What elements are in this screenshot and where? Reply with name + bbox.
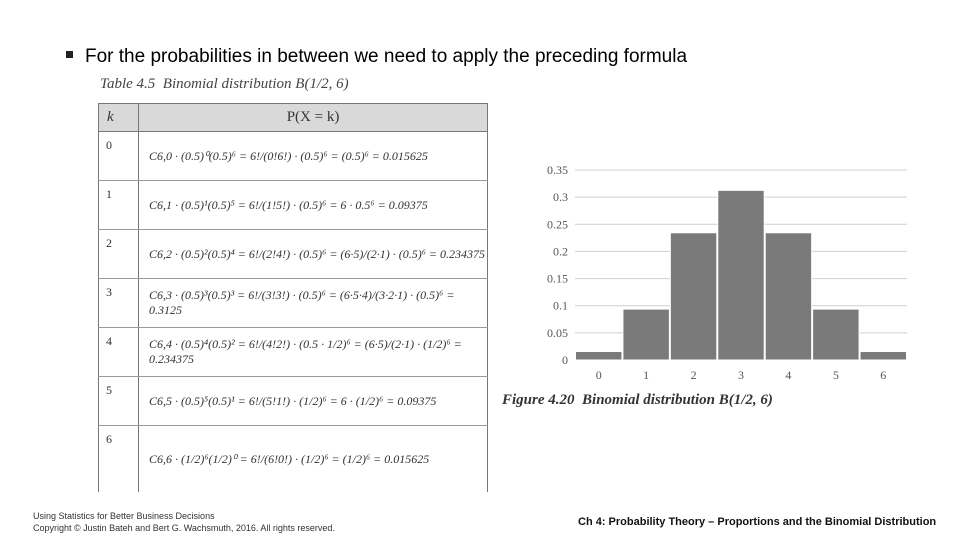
bullet-point — [66, 46, 687, 68]
footer-copyright — [33, 510, 335, 534]
bar — [860, 352, 906, 360]
figure-caption-title: Binomial distribution B(1/2, 6) — [582, 392, 773, 408]
table-caption-number: Table 4.5 — [100, 76, 156, 92]
bar — [765, 233, 811, 360]
table-row — [99, 279, 488, 328]
binomial-bar-chart — [535, 158, 915, 386]
x-tick-label: 2 — [690, 368, 697, 382]
y-tick-label: 0.15 — [547, 271, 568, 286]
row-formula: C6,3 · (0.5)³(0.5)³ = 6!/(3!3!) · (0.5)⁶ = (6·5·4)/(3·2·1) · (0.5)⁶ = 0.3125 — [139, 279, 488, 328]
table-row — [99, 377, 488, 426]
row-formula: C6,5 · (0.5)⁵(0.5)¹ = 6!/(5!1!) · (1/2)⁶ = 6 · (1/2)⁶ = 0.09375 — [139, 377, 488, 426]
footer-copyright-text: Copyright © Justin Bateh and Bert G. Wachsmuth, 2016. All rights reserved. — [33, 523, 335, 533]
row-formula: C6,1 · (0.5)¹(0.5)⁵ = 6!/(1!5!) · (0.5)⁶ = 6 · 0.5⁶ = 0.09375 — [139, 181, 488, 230]
y-tick-label: 0.3 — [553, 190, 568, 205]
row-k: 0 — [99, 132, 139, 181]
bar — [623, 309, 669, 360]
row-formula: C6,2 · (0.5)²(0.5)⁴ = 6!/(2!4!) · (0.5)⁶ = (6·5)/(2·1) · (0.5)⁶ = 0.234375 — [139, 230, 488, 279]
row-k: 3 — [99, 279, 139, 328]
y-tick-label: 0.1 — [553, 298, 568, 313]
header-k: k — [99, 104, 139, 132]
y-tick-label: 0.25 — [547, 217, 568, 232]
row-formula: C6,4 · (0.5)⁴(0.5)² = 6!/(4!2!) · (0.5 · 1/2)⁶ = (6·5)/(2·1) · (1/2)⁶ = 0.234375 — [139, 328, 488, 377]
x-tick-label: 4 — [785, 368, 792, 382]
y-tick-label: 0.2 — [553, 244, 568, 259]
row-k: 1 — [99, 181, 139, 230]
figure-caption-number: Figure 4.20 — [502, 392, 575, 408]
bar — [813, 309, 859, 360]
binomial-table — [98, 103, 488, 491]
x-tick-label: 0 — [595, 368, 602, 382]
figure-caption — [502, 392, 773, 409]
x-tick-label: 5 — [832, 368, 839, 382]
table-caption-title: Binomial distribution B(1/2, 6) — [162, 76, 349, 92]
bar — [670, 233, 716, 360]
bar — [718, 190, 764, 360]
bar — [576, 352, 622, 360]
row-formula: C6,0 · (0.5)⁰(0.5)⁶ = 6!/(0!6!) · (0.5)⁶ = (0.5)⁶ = 0.015625 — [139, 132, 488, 181]
bullet-text: For the probabilities in between we need to apply the preceding formula — [85, 46, 688, 67]
header-probability: P(X = k) — [139, 104, 488, 132]
table-row — [99, 426, 488, 493]
row-k: 4 — [99, 328, 139, 377]
y-tick-label: 0.05 — [547, 325, 568, 340]
footer-chapter: Ch 4: Probability Theory – Proportions and the Binomial Distribution — [578, 516, 937, 528]
x-tick-label: 6 — [880, 368, 887, 382]
x-tick-label: 3 — [738, 368, 744, 382]
y-tick-label: 0.35 — [547, 163, 568, 177]
table-row — [99, 181, 488, 230]
table-caption — [100, 76, 349, 93]
table-row — [99, 132, 488, 181]
row-k: 6 — [99, 426, 139, 493]
row-formula: C6,6 · (1/2)⁶(1/2)⁰ = 6!/(6!0!) · (1/2)⁶ = (1/2)⁶ = 0.015625 — [139, 426, 488, 493]
footer-book-title: Using Statistics for Better Business Decisions — [33, 511, 215, 521]
square-bullet-icon — [66, 51, 73, 58]
row-k: 2 — [99, 230, 139, 279]
row-k: 5 — [99, 377, 139, 426]
table-row — [99, 230, 488, 279]
table-row — [99, 328, 488, 377]
y-tick-label: 0 — [562, 353, 568, 367]
x-tick-label: 1 — [643, 368, 650, 382]
